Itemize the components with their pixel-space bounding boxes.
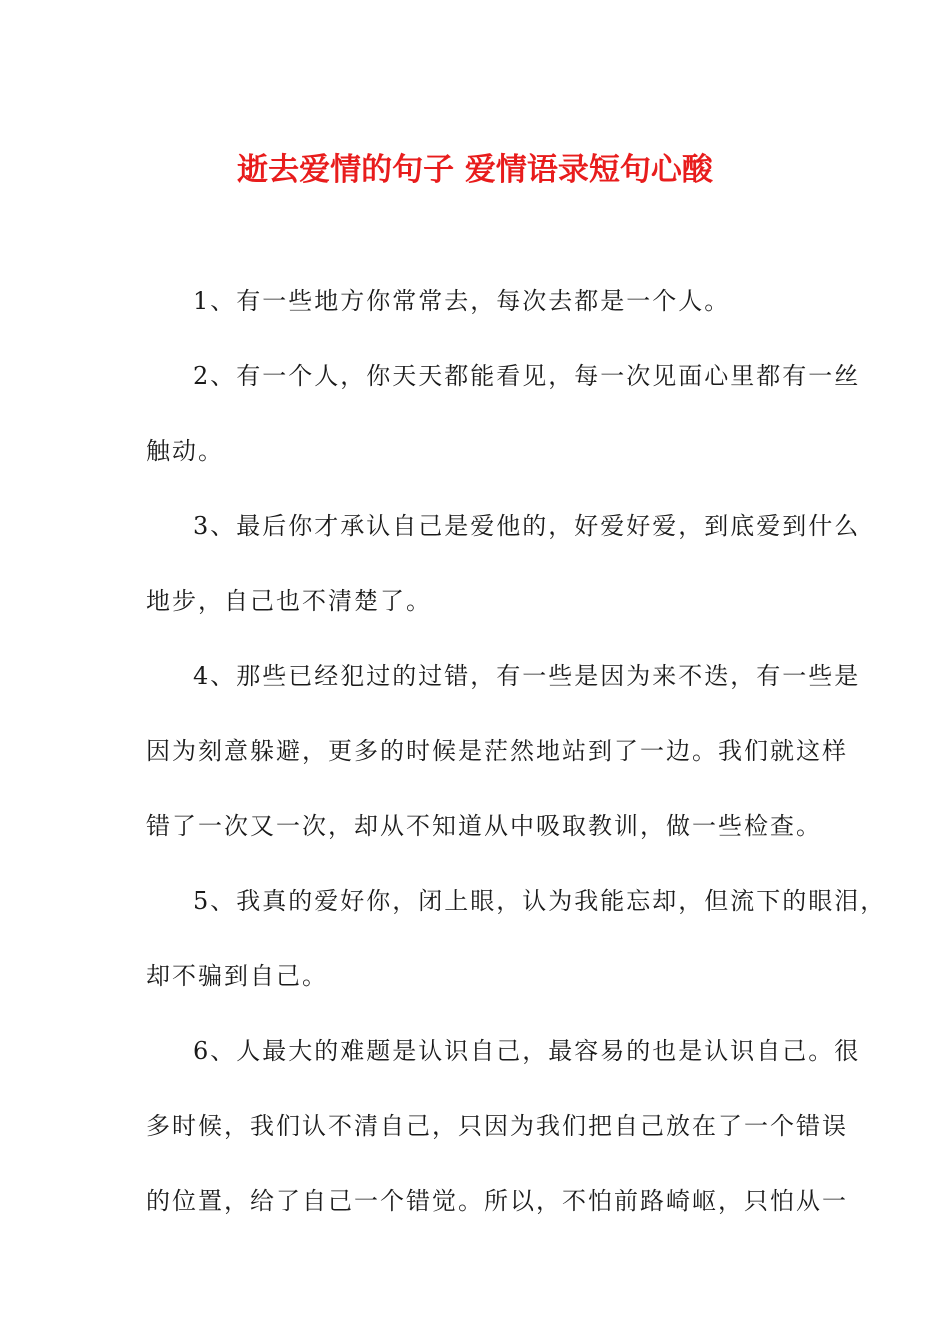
text-line-5: 地步，自己也不清楚了。 bbox=[146, 587, 432, 615]
text-line-4: 3、最后你才承认自己是爱他的，好爱好爱，到底爱到什么 bbox=[193, 512, 861, 540]
text-line-6: 4、那些已经犯过的过错，有一些是因为来不迭，有一些是 bbox=[193, 662, 861, 690]
text-line-11: 6、人最大的难题是认识自己，最容易的也是认识自己。很 bbox=[193, 1037, 861, 1065]
text-line-8: 错了一次又一次，却从不知道从中吸取教训，做一些检查。 bbox=[146, 812, 822, 840]
text-line-3: 触动。 bbox=[146, 437, 224, 465]
text-line-9: 5、我真的爱好你，闭上眼，认为我能忘却，但流下的眼泪， bbox=[193, 887, 887, 915]
page-title: 逝去爱情的句子 爱情语录短句心酸 bbox=[237, 152, 713, 188]
text-line-7: 因为刻意躲避，更多的时候是茫然地站到了一边。我们就这样 bbox=[146, 737, 848, 765]
text-line-12: 多时候，我们认不清自己，只因为我们把自己放在了一个错误 bbox=[146, 1112, 848, 1140]
text-line-13: 的位置，给了自己一个错觉。所以，不怕前路崎岖，只怕从一 bbox=[146, 1187, 848, 1215]
text-line-2: 2、有一个人，你天天都能看见，每一次见面心里都有一丝 bbox=[193, 362, 861, 390]
text-line-10: 却不骗到自己。 bbox=[146, 962, 328, 990]
text-line-1: 1、有一些地方你常常去，每次去都是一个人。 bbox=[193, 287, 731, 315]
